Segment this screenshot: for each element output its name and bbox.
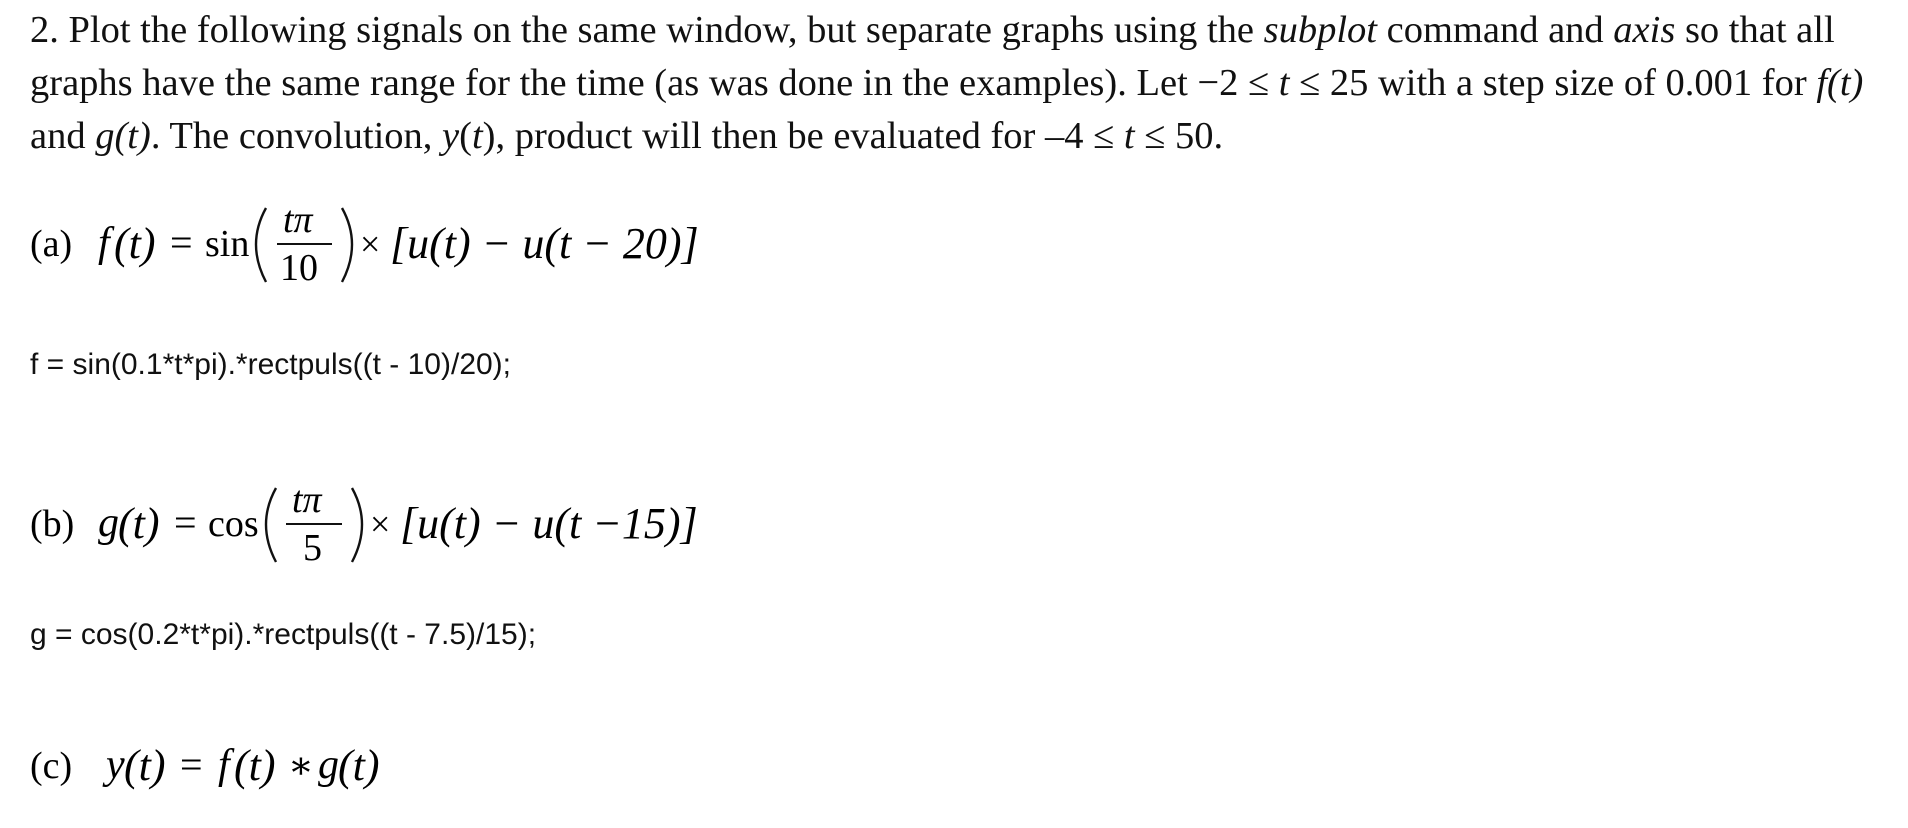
problem-statement <box>30 4 1890 163</box>
problem-text-2: command and <box>1377 9 1614 51</box>
times-sign: × <box>370 504 391 544</box>
y-symbol: y <box>442 115 460 157</box>
axis-keyword: axis <box>1613 9 1676 51</box>
problem-text-4: ≤ 25 with a step size of 0.001 for <box>1289 62 1817 104</box>
equation-c <box>30 718 930 828</box>
g-argument: (t) <box>114 115 151 157</box>
times-sign: × <box>360 224 381 264</box>
code-line-a: f = sin(0.1*t*pi).*rectpuls((t - 10)/20); <box>30 348 512 381</box>
y-function: y <box>106 742 125 788</box>
f-symbol: f <box>1816 62 1828 104</box>
g-argument: (t) <box>338 741 380 790</box>
g-function: g <box>98 500 119 546</box>
sin-function: sin <box>205 223 250 265</box>
equals-sign: = <box>170 220 193 265</box>
part-b-label: (b) <box>30 503 75 545</box>
problem-text-6: . The convolution, <box>150 115 443 157</box>
bracket-expression: [u(t) − u(t −15)] <box>400 499 698 548</box>
problem-text-9: ≤ 50. <box>1134 115 1224 157</box>
f-argument: (t) <box>1827 62 1864 104</box>
t-symbol: t <box>1278 62 1290 104</box>
t-symbol: t <box>471 115 483 157</box>
f-function: f <box>218 742 230 788</box>
fraction-denominator: 10 <box>280 247 318 289</box>
cos-function: cos <box>208 503 259 545</box>
g-symbol: g <box>95 115 115 157</box>
left-paren <box>256 208 266 282</box>
equals-sign: = <box>174 500 197 545</box>
code-line-b: g = cos(0.2*t*pi).*rectpuls((t - 7.5)/15); <box>30 618 537 651</box>
bracket-expression: [u(t) − u(t − 20)] <box>390 219 699 268</box>
g-argument: (t) <box>118 499 160 548</box>
part-c-label: (c) <box>30 745 73 787</box>
t-symbol: t <box>1123 115 1135 157</box>
y-argument: (t) <box>124 741 166 790</box>
right-paren <box>352 488 362 562</box>
problem-text-3: so that all graphs have the same range for the time (as was done in the examples). Let −2 ≤ <box>30 9 1835 104</box>
fraction-denominator: 5 <box>303 527 322 569</box>
left-paren <box>266 488 276 562</box>
fraction-numerator: tπ <box>283 199 313 241</box>
f-argument: (t) <box>114 219 156 268</box>
problem-text-8: ), product will then be evaluated for –4 ≤ <box>482 115 1124 157</box>
f-argument: (t) <box>234 741 276 790</box>
equals-sign: = <box>180 742 203 787</box>
problem-text-1: Plot the following signals on the same window, but separate graphs using the <box>58 9 1264 51</box>
equation-b <box>30 466 930 576</box>
problem-number: 2. <box>30 9 59 51</box>
problem-text-5: and <box>30 115 96 157</box>
equation-a <box>30 186 930 296</box>
subplot-keyword: subplot <box>1263 9 1377 51</box>
problem-text-7: ( <box>459 115 472 157</box>
part-a-label: (a) <box>30 223 73 265</box>
convolution-star: ∗ <box>288 745 314 787</box>
right-paren <box>342 208 352 282</box>
fraction-numerator: tπ <box>292 479 322 521</box>
f-function: f <box>98 220 110 266</box>
g-function: g <box>318 742 339 788</box>
